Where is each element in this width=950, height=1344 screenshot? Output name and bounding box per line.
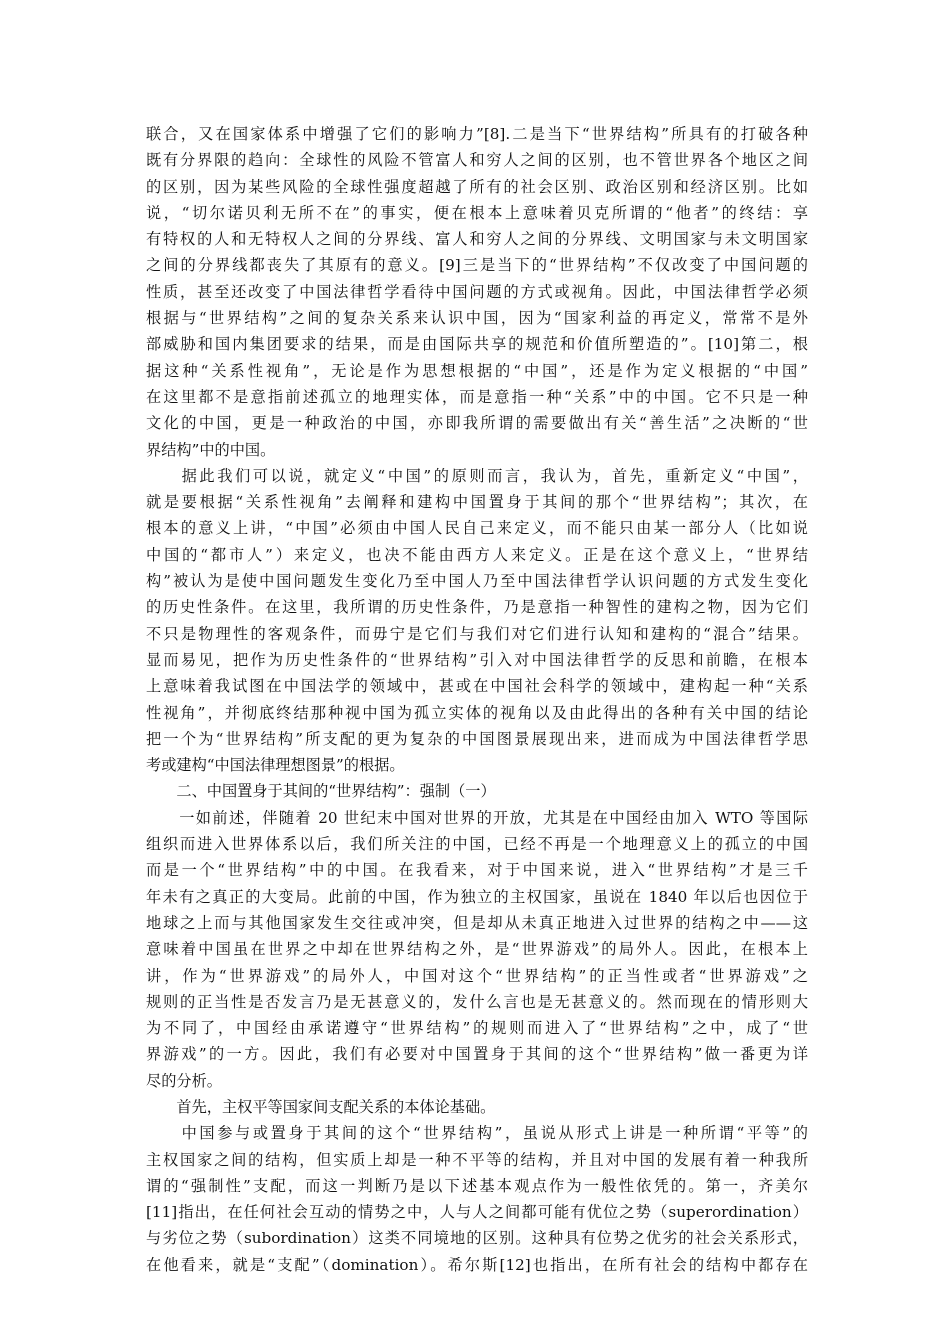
text-line: 既有分界限的趋向：全球性的风险不管富人和穷人之间的区别，也不管世界各个地区之间 — [146, 151, 808, 170]
paragraph-sovereign-equality — [146, 1120, 808, 1278]
document-body — [146, 121, 808, 1278]
text-line: 文化的中国，更是一种政治的中国，亦即我所谓的需要做出有关“善生活”之决断的“世 — [146, 414, 808, 433]
text-line: 的区别，因为某些风险的全球性强度超越了所有的社会区别、政治区别和经济区别。比如 — [146, 177, 808, 196]
text-line: 中国参与或置身于其间的这个“世界结构”，虽说从形式上讲是一种所谓“平等”的 — [146, 1124, 808, 1143]
text-line: 根据与“世界结构”之间的复杂关系来认识中国，因为“国家利益的再定义，常常不是外 — [146, 309, 808, 328]
text-line: 主权国家之间的结构，但实质上却是一种不平等的结构，并且对中国的发展有着一种我所 — [146, 1150, 808, 1169]
text-line: 考或建构“中国法律理想图景”的根据。 — [146, 756, 405, 775]
text-line: 在他看来，就是“支配”（domination）。希尔斯[12]也指出，在所有社会的结构中都存在 — [146, 1255, 808, 1274]
text-line: 不只是物理性的客观条件，而毋宁是它们与我们对它们进行认知和建构的“混合”结果。 — [146, 624, 808, 643]
text-line: 在这里都不是意指前述孤立的地理实体，而是意指一种“关系”中的中国。它不只是一种 — [146, 387, 808, 406]
text-line: 就是要根据“关系性视角”去阐释和建构中国置身于其间的那个“世界结构”；其次，在 — [146, 493, 808, 512]
paragraph-defining-china — [146, 463, 808, 779]
paragraph-world-structure-continued — [146, 121, 808, 463]
text-line: 界结构”中的中国。 — [146, 440, 276, 459]
text-line: 据此我们可以说，就定义“中国”的原则而言，我认为，首先，重新定义“中国”， — [146, 466, 808, 485]
text-line: 说，“切尔诺贝利无所不在”的事实，便在根本上意味着贝克所谓的“他者”的终结：享 — [146, 203, 808, 222]
text-line: 性质，甚至还改变了中国法律哲学看待中国问题的方式或视角。因此，中国法律哲学必须 — [146, 282, 808, 301]
text-line: 联合，又在国家体系中增强了它们的影响力”[8].二是当下“世界结构”所具有的打破各种 — [146, 125, 808, 143]
text-line: 组织而进入世界体系以后，我们所关注的中国，已经不再是一个地理意义上的孤立的中国 — [146, 835, 808, 854]
text-line: 年未有之真正的大变局。此前的中国，作为独立的主权国家，虽说在 1840 年以后也因位于 — [146, 887, 808, 906]
text-line: 与劣位之势（subordination）这类不同境地的区别。这种具有位势之优劣的社会关系形式， — [146, 1229, 808, 1248]
text-line: 据这种“关系性视角”，无论是作为思想根据的“中国”，还是作为定义根据的“中国” — [146, 361, 808, 380]
text-line: 一如前述，伴随着 20 世纪末中国对世界的开放，尤其是在中国经由加入 WTO 等国际 — [146, 808, 808, 827]
text-line: 根本的意义上讲，“中国”必须由中国人民自己来定义，而不能只由某一部分人（比如说 — [146, 519, 808, 538]
text-line: 尽的分析。 — [146, 1071, 222, 1090]
subsection-heading: 首先，主权平等国家间支配关系的本体论基础。 — [146, 1097, 496, 1116]
text-line: 部威胁和国内集团要求的结果，而是由国际共享的规范和价值所塑造的”。[10]第二，根 — [146, 335, 808, 354]
text-line: 界游戏”的一方。因此，我们有必要对中国置身于其间的这个“世界结构”做一番更为详 — [146, 1045, 808, 1064]
text-line: 有特权的人和无特权人之间的分界线、富人和穷人之间的分界线、文明国家与未文明国家 — [146, 230, 808, 249]
text-line: 而是一个“世界结构”中的中国。在我看来，对于中国来说，进入“世界结构”才是三千 — [146, 861, 808, 880]
text-line: 为不同了，中国经由承诺遵守“世界结构”的规则而进入了“世界结构”之中，成了“世 — [146, 1019, 808, 1038]
text-line: 谓的“强制性”支配，而这一判断乃是以下述基本观点作为一般性依凭的。第一，齐美尔 — [146, 1176, 808, 1195]
text-line: 构”被认为是使中国问题发生变化乃至中国人乃至中国法律哲学认识问题的方式发生变化 — [146, 572, 808, 591]
text-line: 把一个为“世界结构”所支配的更为复杂的中国图景展现出来，进而成为中国法律哲学思 — [146, 729, 808, 748]
text-line: 地球之上而与其他国家发生交往或冲突，但是却从未真正地进入过世界的结构之中——这 — [146, 913, 808, 932]
text-line: 的历史性条件。在这里，我所谓的历史性条件，乃是意指一种智性的建构之物，因为它们 — [146, 598, 808, 617]
paragraph-entering-world-structure — [146, 805, 808, 1094]
text-line: 中国的“都市人”）来定义，也决不能由西方人来定义。正是在这个意义上，“世界结 — [146, 545, 808, 564]
text-line: 性视角”，并彻底终结那种视中国为孤立实体的视角以及由此得出的各种有关中国的结论 — [146, 703, 808, 722]
text-line: 意味着中国虽在世界之中却在世界结构之外，是“世界游戏”的局外人。因此，在根本上 — [146, 940, 808, 959]
text-line: 规则的正当性是否发言乃是无甚意义的，发什么言也是无甚意义的。然而现在的情形则大 — [146, 992, 808, 1011]
text-line: 上意味着我试图在中国法学的领域中，甚或在中国社会科学的领域中，建构起一种“关系 — [146, 677, 808, 696]
text-line: 显而易见，把作为历史性条件的“世界结构”引入对中国法律哲学的反思和前瞻，在根本 — [146, 650, 808, 669]
text-line: [11]指出，在任何社会互动的情势之中，人与人之间都可能有优位之势（superordination） — [146, 1203, 808, 1222]
section-heading: 二、中国置身于其间的“世界结构”：强制（一） — [146, 782, 496, 801]
text-line: 之间的分界线都丧失了其原有的意义。[9]三是当下的“世界结构”不仅改变了中国问题的 — [146, 256, 808, 275]
text-line: 讲，作为“世界游戏”的局外人，中国对这个“世界结构”的正当性或者“世界游戏”之 — [146, 966, 808, 985]
